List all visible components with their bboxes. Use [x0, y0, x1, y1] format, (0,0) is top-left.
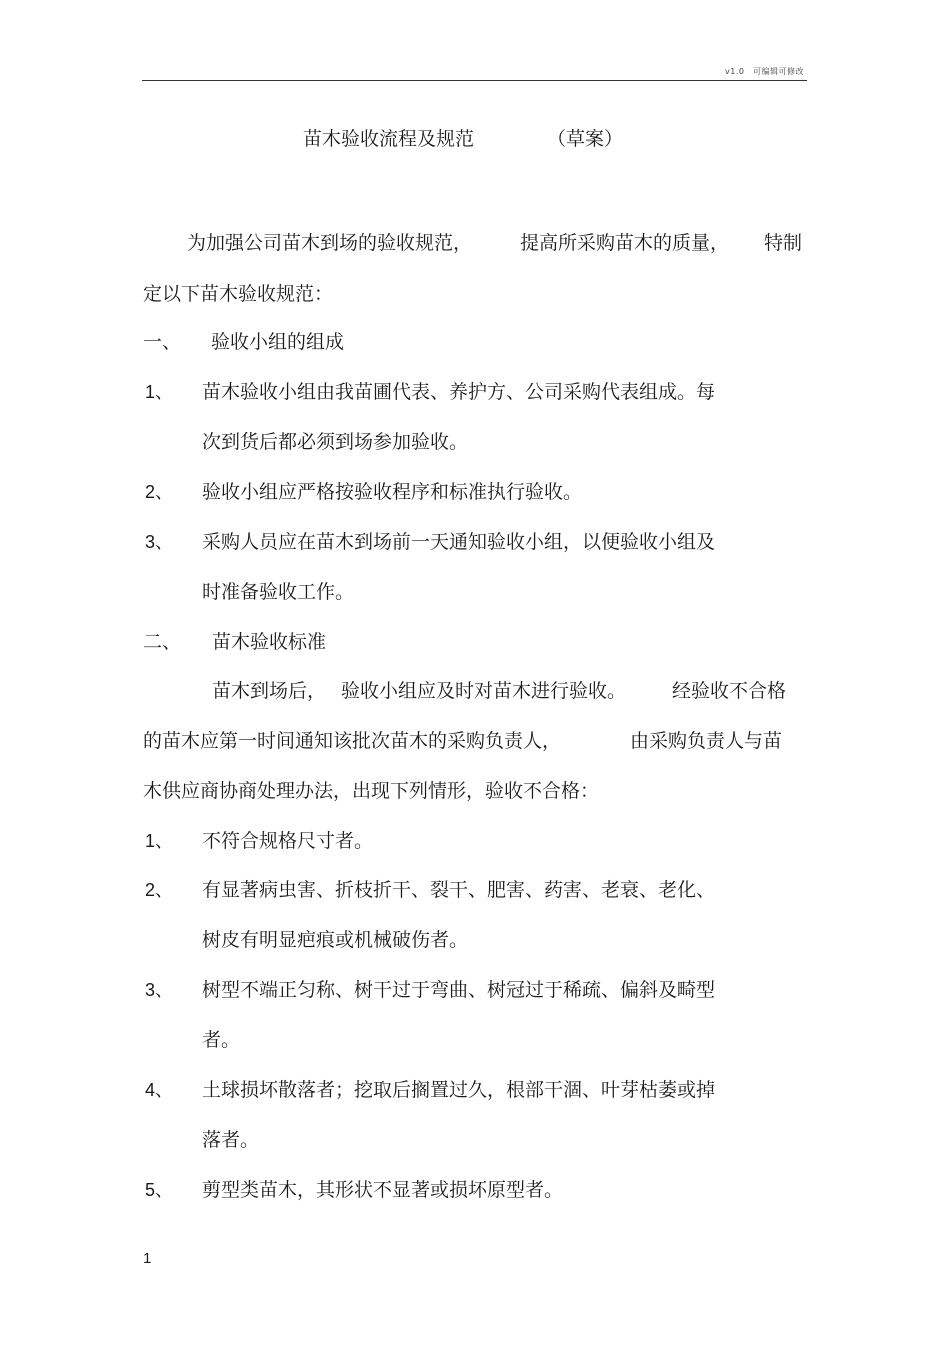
s2-item2-cont: 树皮有明显疤痕或机械破伤者。 — [202, 929, 469, 951]
intro-line1-c: 特制 — [764, 232, 803, 254]
s2-item3-cont: 者。 — [202, 1029, 241, 1051]
s1-item2-text: 验收小组应严格按验收程序和标准执行验收。 — [202, 481, 583, 503]
s1-item3-cont: 时准备验收工作。 — [202, 581, 355, 603]
s2-para-l3: 木供应商协商处理办法，出现下列情形，验收不合格： — [143, 780, 600, 802]
s1-item1-text: 苗木验收小组由我苗圃代表、养护方、公司采购代表组成。每 — [202, 381, 716, 403]
section1-num: 一、 — [143, 331, 182, 353]
s1-item1-num: 1、 — [145, 382, 174, 402]
section2-num: 二、 — [143, 631, 182, 653]
intro-line1-a: 为加强公司苗木到场的验收规范， — [187, 232, 473, 254]
s2-item2-num: 2、 — [145, 880, 174, 900]
s2-item5-text: 剪型类苗木，其形状不显著或损坏原型者。 — [202, 1179, 564, 1201]
s2-item1-num: 1、 — [145, 831, 174, 851]
s2-para-l2-b: 由采购负责人与苗 — [630, 730, 783, 752]
s1-item3-text: 采购人员应在苗木到场前一天通知验收小组，以便验收小组及 — [202, 531, 716, 553]
title-suffix: （草案） — [547, 128, 624, 150]
s1-item3-num: 3、 — [145, 532, 174, 552]
s2-para-l2-a: 的苗木应第一时间通知该批次苗木的采购负责人， — [143, 730, 562, 752]
header-meta: v1.0 可编辑可修改 — [725, 67, 804, 76]
s2-para-l1-a: 苗木到场后， — [212, 680, 327, 702]
s1-item2-num: 2、 — [145, 482, 174, 502]
intro-line1-b: 提高所采购苗木的质量， — [520, 232, 730, 254]
header-rule — [142, 80, 807, 81]
section2-heading: 苗木验收标准 — [212, 631, 327, 653]
s2-para-l1-b: 验收小组应及时对苗木进行验收。 — [341, 680, 627, 702]
s2-item4-cont: 落者。 — [202, 1129, 260, 1151]
s2-item4-text: 土球损坏散落者；挖取后搁置过久，根部干涸、叶芽枯萎或掉 — [202, 1079, 716, 1101]
intro-line2: 定以下苗木验收规范： — [143, 283, 334, 305]
s1-item1-cont: 次到货后都必须到场参加验收。 — [202, 431, 469, 453]
title-main: 苗木验收流程及规范 — [303, 128, 475, 150]
s2-item2-text: 有显著病虫害、折枝折干、裂干、肥害、药害、老衰、老化、 — [202, 879, 716, 901]
s2-item1-text: 不符合规格尺寸者。 — [202, 830, 374, 852]
s2-item5-num: 5、 — [145, 1180, 174, 1200]
page-number: 1 — [143, 1250, 152, 1267]
s2-item4-num: 4、 — [145, 1080, 174, 1100]
s2-para-l1-c: 经验收不合格 — [672, 680, 787, 702]
s2-item3-text: 树型不端正匀称、树干过于弯曲、树冠过于稀疏、偏斜及畸型 — [202, 979, 716, 1001]
s2-item3-num: 3、 — [145, 980, 174, 1000]
section1-heading: 验收小组的组成 — [211, 331, 345, 353]
